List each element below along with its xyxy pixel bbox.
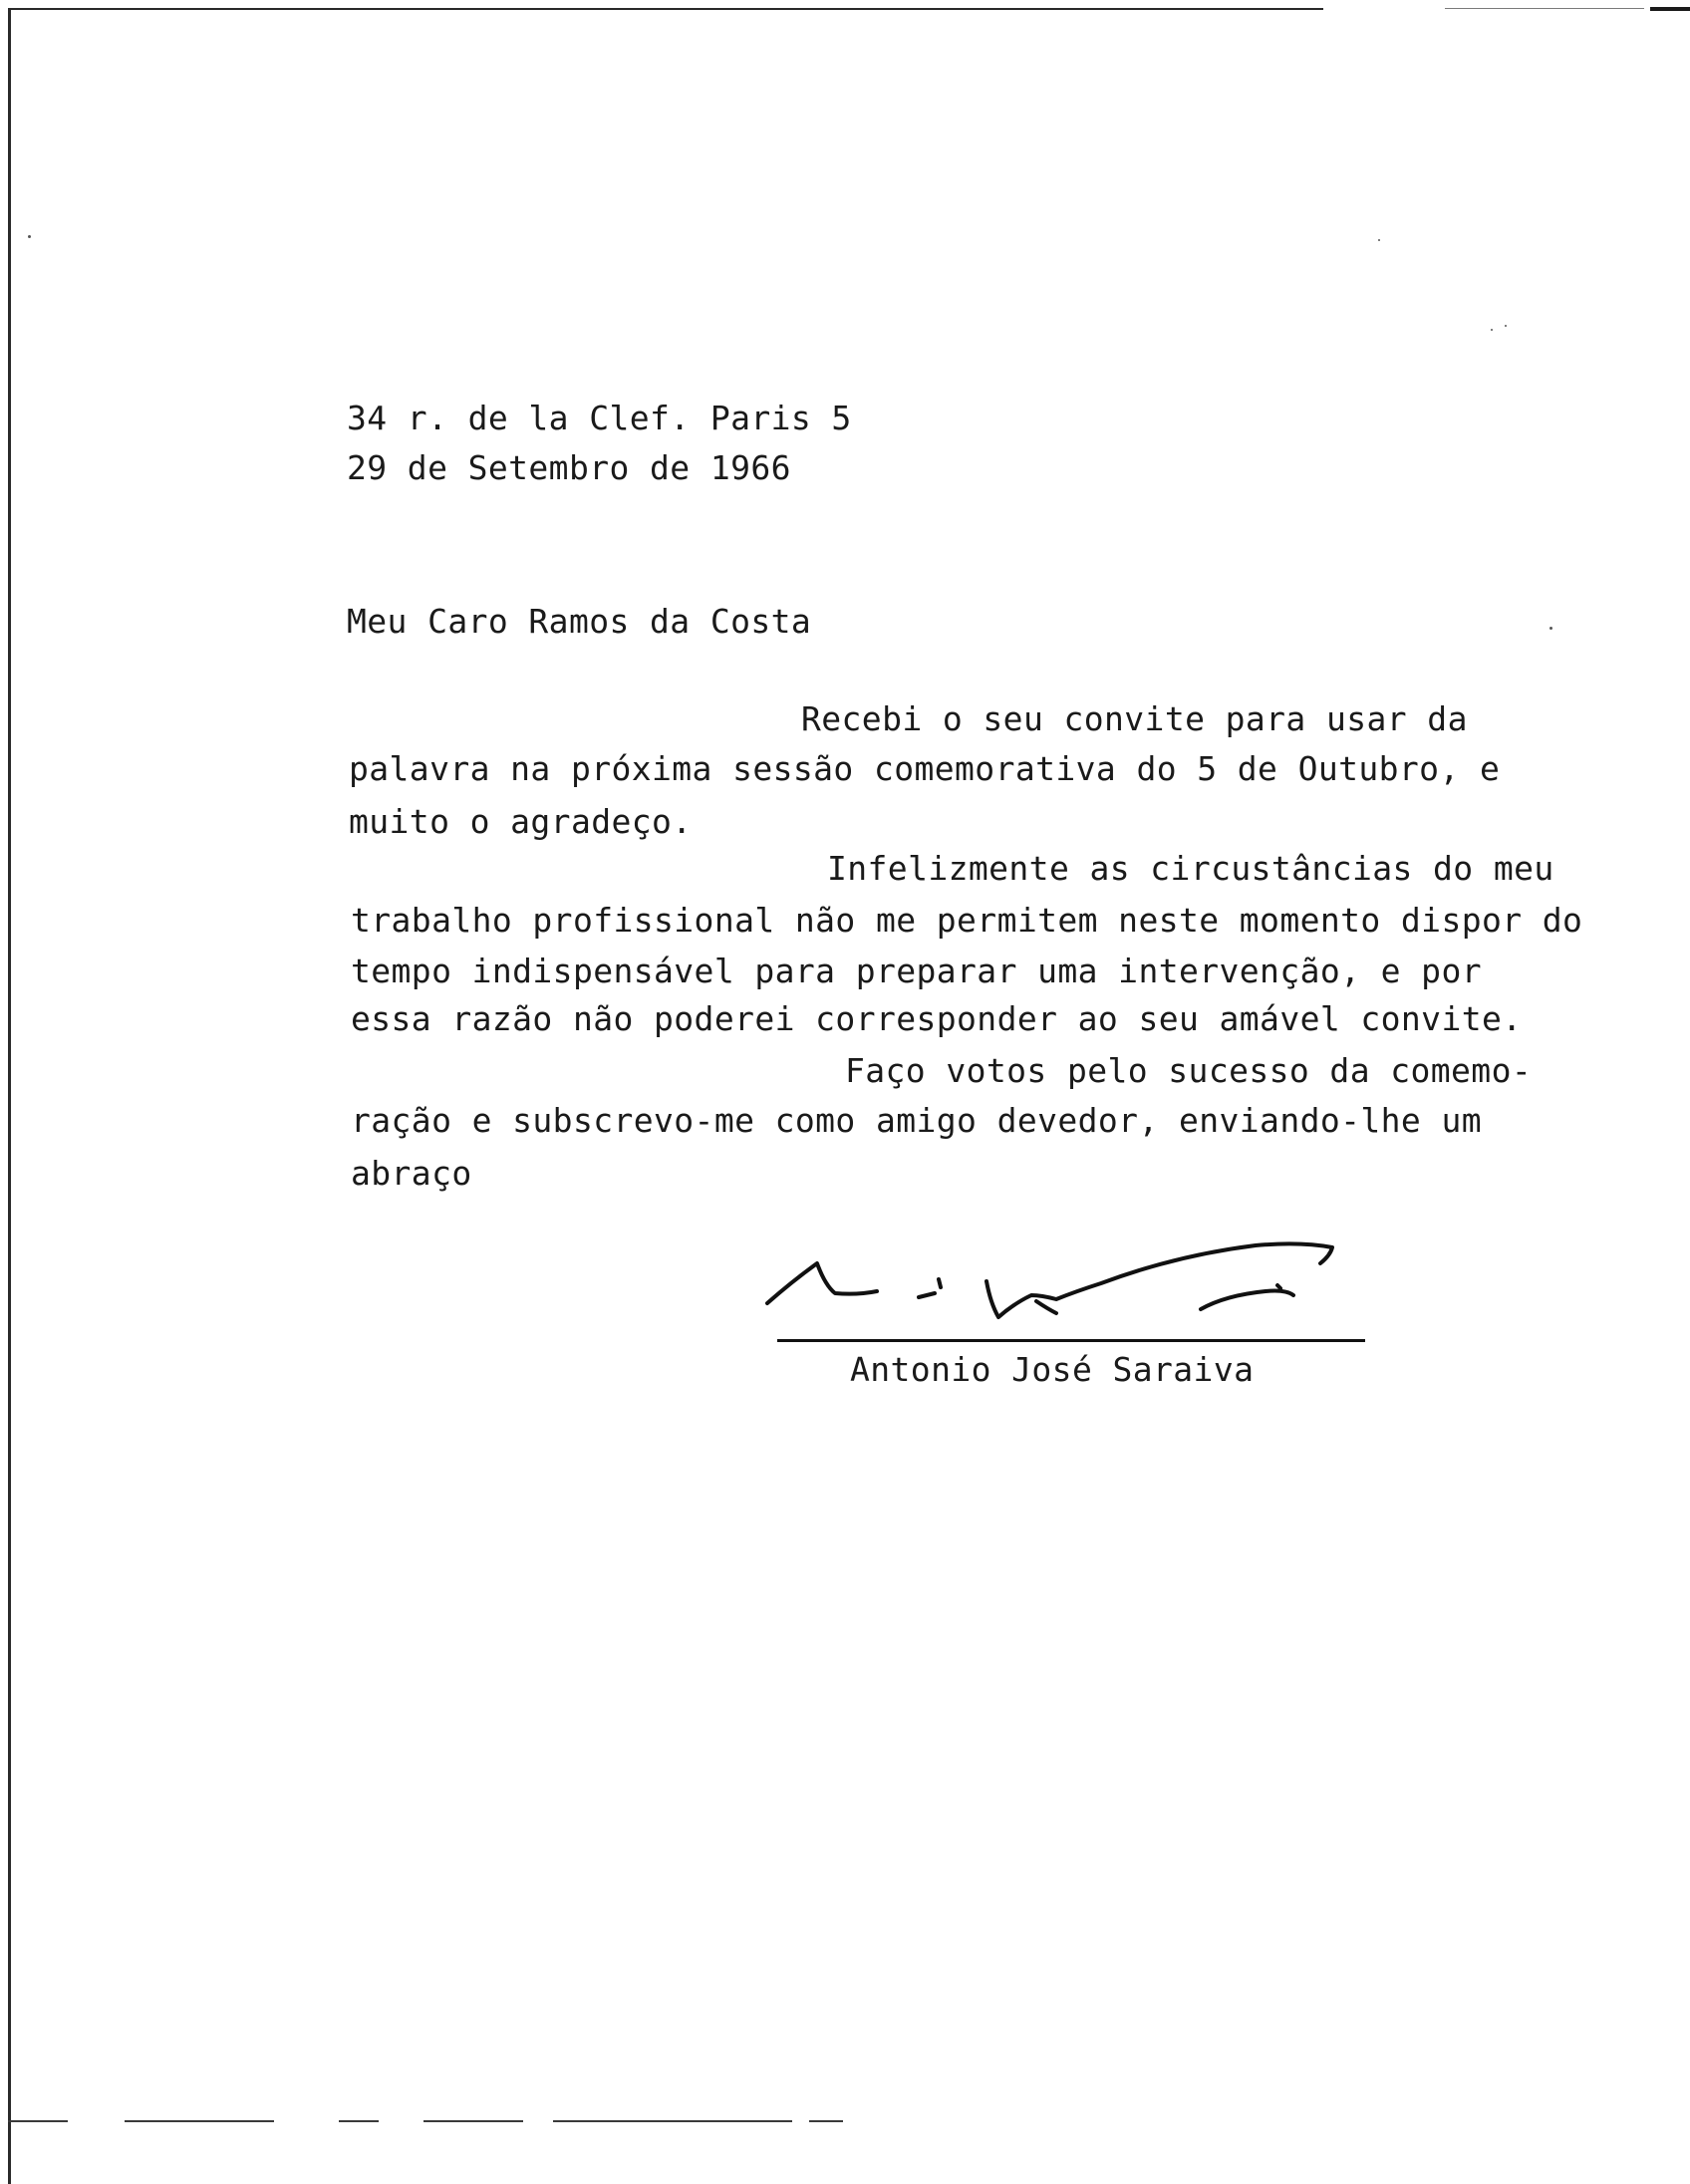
page-edge-bottom [339, 2120, 379, 2122]
scan-speck [1378, 239, 1380, 241]
sender-address: 34 r. de la Clef. Paris 5 [347, 399, 852, 437]
handwritten-signature [757, 1233, 1375, 1343]
page-edge-bottom [553, 2120, 792, 2122]
body-line: ração e subscrevo-me como amigo devedor, enviando-lhe um [351, 1101, 1482, 1140]
body-line: Recebi o seu convite para usar da [801, 699, 1468, 738]
body-line: Faço votos pelo sucesso da comemo- [845, 1051, 1533, 1090]
page-edge-bottom [125, 2120, 274, 2122]
body-line: palavra na próxima sessão comemorativa do 5 de Outubro, e [349, 749, 1501, 788]
letter-date: 29 de Setembro de 1966 [347, 448, 791, 487]
page-edge-left [8, 8, 11, 2184]
body-line: essa razão não poderei corresponder ao seu amável convite. [351, 999, 1523, 1038]
body-line: tempo indispensável para preparar uma intervenção, e por [351, 952, 1482, 990]
page-edge-top [8, 8, 1323, 10]
body-line: Infelizmente as circustâncias do meu [827, 849, 1554, 888]
page-edge-corner [1650, 7, 1690, 11]
scan-speck [1491, 329, 1493, 331]
page-edge-bottom [8, 2120, 68, 2122]
scan-speck [1549, 627, 1552, 630]
scan-speck [1505, 325, 1507, 327]
page-edge-bottom [809, 2120, 843, 2122]
body-line: abraço [351, 1154, 472, 1193]
signature-line [777, 1339, 1365, 1342]
signatory-name: Antonio José Saraiva [850, 1350, 1255, 1389]
scan-speck [28, 235, 31, 238]
page-edge-bottom [423, 2120, 523, 2122]
body-line: muito o agradeço. [349, 802, 693, 841]
salutation: Meu Caro Ramos da Costa [347, 602, 812, 641]
body-line: trabalho profissional não me permitem neste momento dispor do [351, 901, 1583, 940]
page-edge-top-right [1445, 8, 1644, 9]
